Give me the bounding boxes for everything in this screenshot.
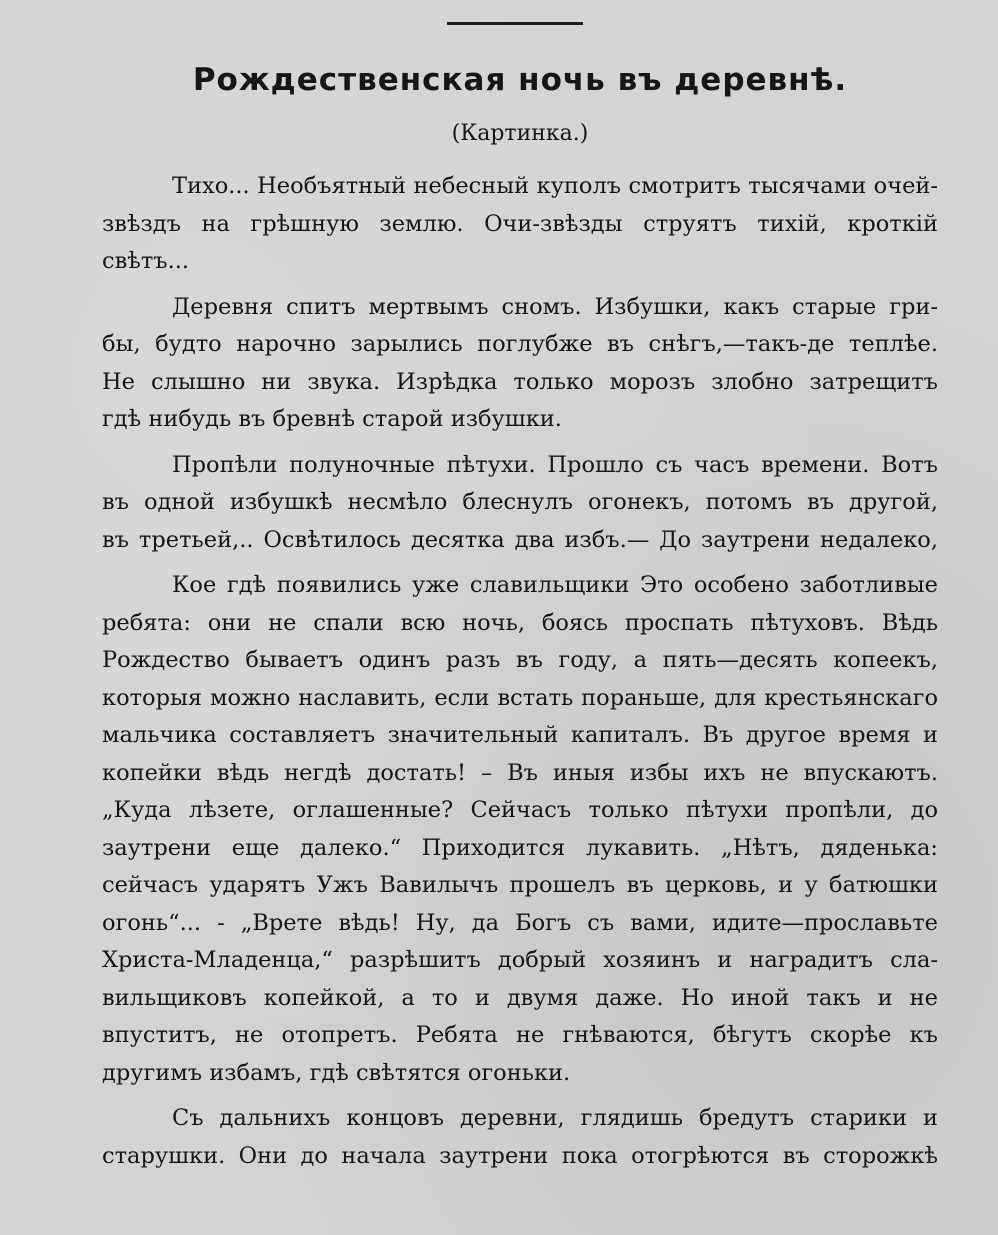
paragraph-1 <box>102 168 938 281</box>
text-line: „Куда лѣзете, оглашенные? Сейчасъ только пѣтухи пропѣли, до <box>102 797 938 823</box>
paragraph-3 <box>102 447 938 560</box>
text-line: Тихо... Необъятный небесный куполъ смотритъ тысячами очей- <box>172 173 938 199</box>
text-line: сейчасъ ударятъ Ужъ Вавилычъ прошелъ въ церковь, и у батюшки <box>102 872 938 898</box>
text-line: бы, будто нарочно зарылись поглубже въ снѣгъ,—такъ-де теплѣе. <box>102 331 938 357</box>
article-body <box>102 168 938 1183</box>
text-line: Пропѣли полуночные пѣтухи. Прошло съ часъ времени. Вотъ <box>172 451 938 478</box>
text-line: заутрени еще далеко.“ Приходится лукавить. „Нѣтъ, дяденька: <box>102 834 938 861</box>
text-line: старушки. Они до начала заутрени пока отогрѣются въ сторожкѣ <box>102 1142 938 1169</box>
text-line: звѣздъ на грѣшную землю. Очи-звѣзды струятъ тихій, кроткій <box>102 210 938 237</box>
text-line: въ третьей,.. Освѣтилось десятка два избъ.— До заутрени недалеко, <box>102 526 938 553</box>
text-line: которыя можно наславить, если встать пораньше, для крестьянскаго <box>102 684 938 711</box>
article-title: Рождественская ночь въ деревнѣ. <box>192 62 848 98</box>
text-line: Кое гдѣ появились уже славильщики Это особено заботливые <box>172 572 938 598</box>
paragraph-5 <box>102 1100 938 1175</box>
text-line: гдѣ нибудь въ бревнѣ старой избушки. <box>102 406 562 432</box>
text-line: мальчика составляетъ значительный капиталъ. Въ другое время и <box>102 722 938 748</box>
text-line: въ одной избушкѣ несмѣло блеснулъ огонекъ, потомъ въ другой, <box>102 489 938 515</box>
text-line: огонь“... - „Врете вѣдь! Ну, да Богъ съ вами, идите—прославьте <box>102 909 938 936</box>
article-subtitle: (Картинка.) <box>451 121 589 146</box>
text-line: копейки вѣдь негдѣ достать! – Въ иныя избы ихъ не впускаютъ. <box>102 759 938 786</box>
text-line: впуститъ, не отопретъ. Ребята не гнѣваются, бѣгутъ скорѣе къ <box>102 1022 938 1048</box>
paragraph-2 <box>102 289 938 439</box>
text-line: свѣтъ... <box>102 248 190 274</box>
paragraph-4 <box>102 567 938 1092</box>
text-line: Не слышно ни звука. Изрѣдка только морозъ злобно затрещитъ <box>102 368 938 395</box>
text-line: Деревня спитъ мертвымъ сномъ. Избушки, какъ старые гри- <box>172 293 938 320</box>
text-line: Христа-Младенца,“ разрѣшитъ добрый хозяинъ и наградитъ сла- <box>102 947 938 973</box>
text-line: вильщиковъ копейкой, а то и двумя даже. Но иной такъ и не <box>102 984 938 1011</box>
text-line: Съ дальнихъ концовъ деревни, глядишь бредутъ старики и <box>172 1105 938 1131</box>
text-line: Рождество бываетъ одинъ разъ въ году, а пять—десять копеекъ, <box>102 647 938 673</box>
text-line: другимъ избамъ, гдѣ свѣтятся огоньки. <box>102 1059 571 1086</box>
top-rule-divider <box>447 22 583 25</box>
text-line: ребята: они не спали всю ночь, боясь проспать пѣтуховъ. Вѣдь <box>102 609 938 636</box>
